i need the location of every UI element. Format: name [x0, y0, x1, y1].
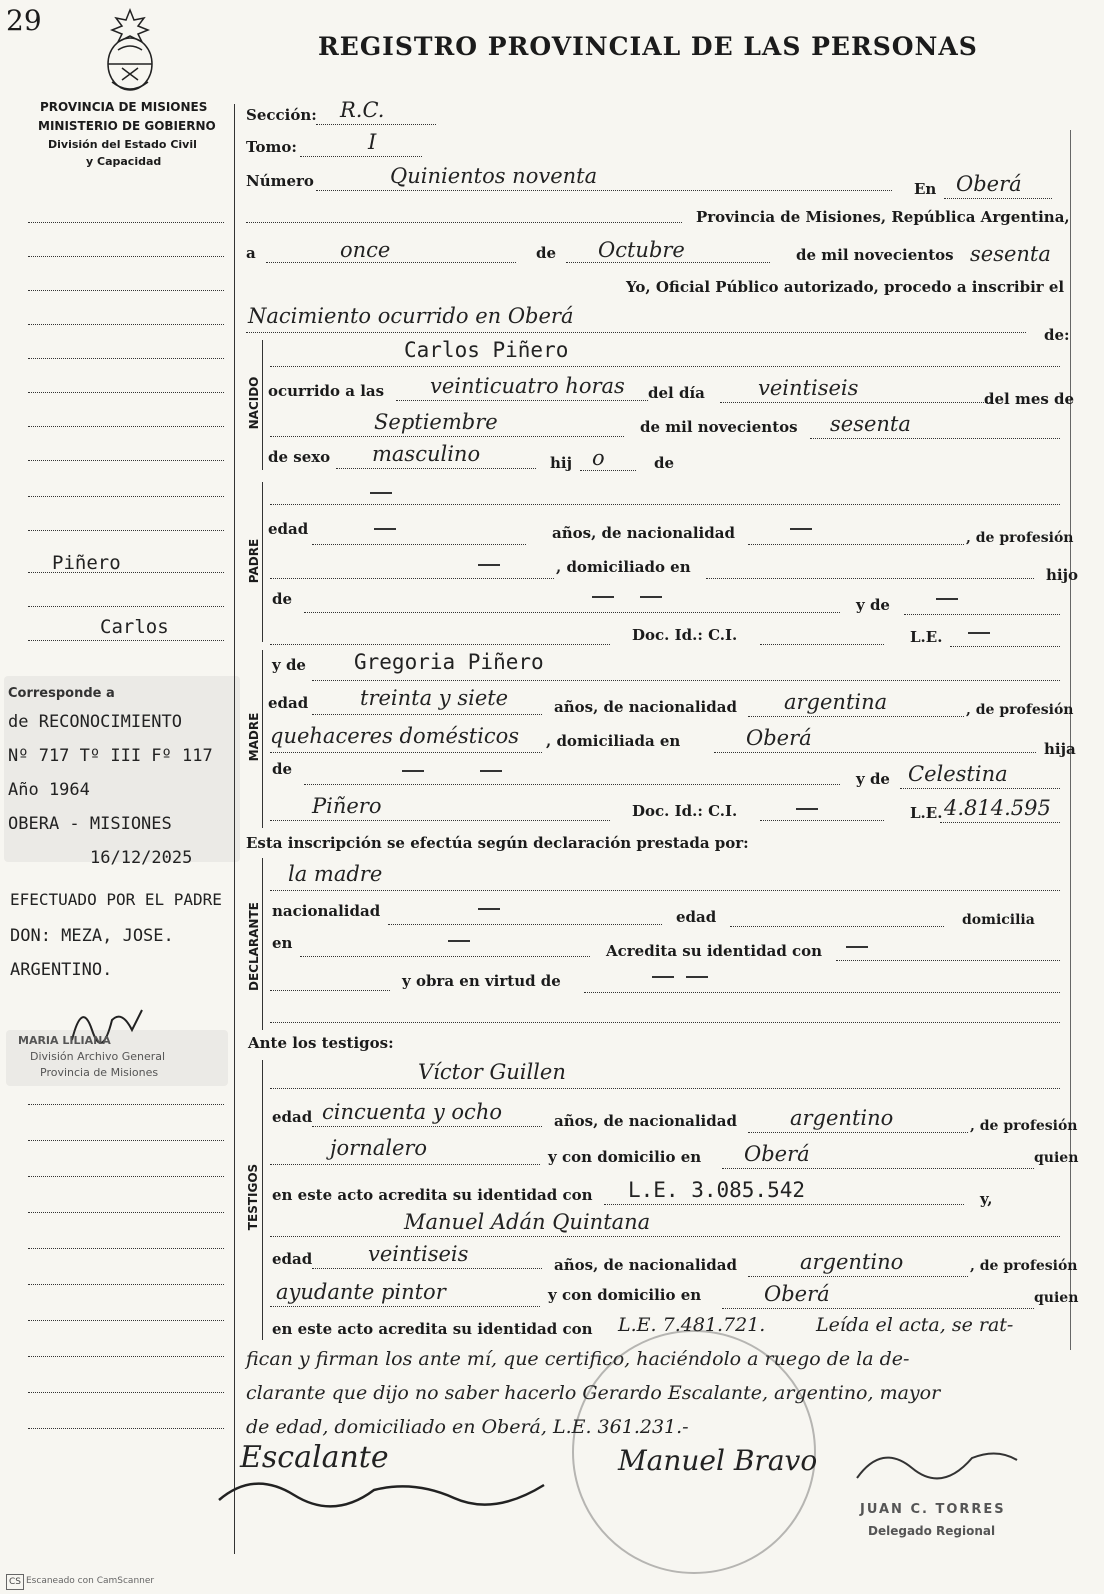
scanner-text: Escaneado con CamScanner [26, 1576, 155, 1586]
horas-value: veinticuatro horas [430, 374, 625, 398]
closing-line-3: clarante que dijo no saber hacerlo Gerardo Escalante, argentino, mayor [246, 1382, 941, 1404]
madre-domiciliada-label: , domiciliada en [546, 732, 681, 750]
signature-2: Manuel Bravo [618, 1444, 818, 1477]
declarante-domicilia-label: domicilia [962, 912, 1035, 928]
declarante-acredita-label: Acredita su identidad con [606, 942, 823, 960]
a-label: a [246, 244, 256, 262]
numero-label: Número [246, 172, 314, 190]
declarante-obra-label: y obra en virtud de [402, 972, 561, 990]
mes-value: Octubre [598, 238, 685, 262]
padre-y-de-label: y de [856, 596, 890, 614]
org-line-4: y Capacidad [86, 155, 162, 168]
acta-value: Nacimiento ocurrido en Oberá [248, 304, 574, 328]
nacido-mil-label: de mil novecientos [640, 418, 798, 436]
t2-acredita-label: en este acto acredita su identidad con [272, 1320, 593, 1338]
mes-nacimiento-value: Septiembre [374, 410, 498, 434]
t1-quien-label: quien [1034, 1150, 1079, 1166]
stamp-line-5: OBERA - MISIONES [8, 814, 172, 834]
testigo1-name: Víctor Guillen [418, 1060, 566, 1084]
nacido-anio-value: sesenta [830, 412, 911, 436]
official-signature-icon [852, 1438, 1022, 1488]
padre-section-label: PADRE [247, 538, 261, 584]
hij-de-label: de [654, 454, 675, 472]
madre-apellido-value: Piñero [312, 794, 382, 818]
testigo1-domicilio: Oberá [744, 1142, 810, 1166]
padre-hijo-label: hijo [1046, 566, 1079, 584]
org-line-2: MINISTERIO DE GOBIERNO [38, 119, 216, 133]
stamp-bottom-2: División Archivo General [30, 1050, 166, 1063]
document-title: REGISTRO PROVINCIAL DE LAS PERSONAS [318, 32, 978, 61]
stamp-line-3: Nº 717 Tº III Fº 117 [8, 746, 213, 766]
madre-le-value: 4.814.595 [944, 796, 1051, 820]
seccion-label: Sección: [246, 106, 317, 124]
anio-value: sesenta [970, 242, 1051, 266]
madre-de-label: de [272, 760, 293, 778]
del-mes-label: del mes de [984, 390, 1075, 408]
stamp-bottom-1: MARIA LILIANA [18, 1034, 111, 1047]
org-line-3: División del Estado Civil [48, 138, 197, 151]
madre-name: Gregoria Piñero [354, 650, 544, 674]
stamp-line-2: de RECONOCIMIENTO [8, 712, 182, 732]
padre-doc-label: Doc. Id.: C.I. [632, 626, 738, 644]
page-number: 29 [6, 4, 42, 37]
declarante-nacionalidad-label: nacionalidad [272, 902, 381, 920]
margin-note-1: EFECTUADO POR EL PADRE [10, 890, 222, 909]
testigo1-edad: cincuenta y ocho [322, 1100, 502, 1124]
t1-acredita-label: en este acto acredita su identidad con [272, 1186, 593, 1204]
signature-scribble-icon [214, 1460, 554, 1510]
madre-profesion-label: , de profesión [966, 702, 1074, 718]
madre-section-label: MADRE [247, 712, 261, 762]
madre-domicilio-value: Oberá [746, 726, 812, 750]
testigo2-profesion: ayudante pintor [276, 1280, 446, 1304]
declarante-section-label: DECLARANTE [247, 902, 261, 991]
declarante-intro: Esta inscripción se efectúa según declaración prestada por: [246, 834, 749, 852]
madre-doc-label: Doc. Id.: C.I. [632, 802, 738, 820]
closing-line-2: fican y firman los ante mí, que certifico, haciéndolo a ruego de la de- [246, 1348, 910, 1370]
org-line-1: PROVINCIA DE MISIONES [40, 100, 208, 114]
hij-value: o [592, 446, 605, 470]
testigos-intro: Ante los testigos: [248, 1034, 394, 1052]
padre-de-label: de [272, 590, 293, 608]
tomo-label: Tomo: [246, 138, 297, 156]
declarante-en-label: en [272, 934, 293, 952]
nacido-section-label: NACIDO [247, 376, 261, 430]
padre-edad-label: edad [268, 520, 309, 538]
testigo1-doc: L.E. 3.085.542 [628, 1178, 806, 1202]
t1-anios-label: años, de nacionalidad [554, 1112, 737, 1130]
closing-line-1: Leída el acta, se rat- [816, 1314, 1014, 1336]
madre-le-label: L.E. [910, 804, 943, 822]
madre-edad-value: treinta y siete [360, 686, 509, 710]
numero-value: Quinientos noventa [390, 164, 598, 188]
dia-value: veintiseis [758, 376, 859, 400]
padre-profesion-label: , de profesión [966, 530, 1074, 546]
coat-of-arms-icon [98, 6, 162, 94]
testigo2-doc: L.E. 7.481.721. [618, 1314, 766, 1336]
en-value: Oberá [956, 172, 1022, 196]
del-dia-label: del día [648, 384, 705, 402]
mil-label: de mil novecientos [796, 246, 954, 264]
madre-nacionalidad-value: argentina [784, 690, 888, 714]
stamp-line-4: Año 1964 [8, 780, 90, 800]
provincia-text: Provincia de Misiones, República Argentina, [696, 208, 1070, 226]
margin-apellido: Piñero [52, 552, 121, 574]
nacido-name: Carlos Piñero [404, 338, 569, 362]
margin-note-3: ARGENTINO. [10, 960, 113, 980]
testigo2-domicilio: Oberá [764, 1282, 830, 1306]
hij-label: hij [550, 454, 573, 472]
seccion-value: R.C. [340, 98, 385, 122]
testigo2-name: Manuel Adán Quintana [404, 1210, 651, 1234]
testigo2-edad: veintiseis [368, 1242, 469, 1266]
ocurrido-label: ocurrido a las [268, 382, 385, 400]
t1-y-label: y, [980, 1190, 993, 1208]
a-value: once [340, 238, 391, 262]
testigos-section-label: TESTIGOS [246, 1163, 260, 1231]
padre-domiciliado-label: , domiciliado en [556, 558, 691, 576]
margin-note-2: DON: MEZA, JOSE. [10, 926, 174, 946]
madre-hija-label: hija [1044, 740, 1076, 758]
official-title: Delegado Regional [868, 1524, 996, 1538]
madre-y-de-label: y de [272, 656, 306, 674]
t2-domicilio-label: y con domicilio en [548, 1286, 702, 1304]
padre-anios-label: años, de nacionalidad [552, 524, 735, 542]
t2-profesion-label: , de profesión [970, 1258, 1078, 1274]
declarante-value: la madre [288, 862, 383, 886]
madre-anios-label: años, de nacionalidad [554, 698, 737, 716]
t1-profesion-label: , de profesión [970, 1118, 1078, 1134]
margin-nombre: Carlos [100, 616, 169, 638]
testigo1-nacionalidad: argentino [790, 1106, 894, 1130]
oficial-text: Yo, Oficial Público autorizado, procedo a inscribir el [626, 278, 1065, 296]
signature-1: Escalante [240, 1440, 389, 1475]
madre-edad-label: edad [268, 694, 309, 712]
sexo-value: masculino [372, 442, 481, 466]
madre-y-de2-label: y de [856, 770, 890, 788]
t2-edad-label: edad [272, 1250, 313, 1268]
en-label: En [914, 180, 937, 198]
de-colon-label: de: [1044, 326, 1070, 344]
testigo1-profesion: jornalero [330, 1136, 428, 1160]
madre-de-value: Celestina [908, 762, 1008, 786]
stamp-line-6: 16/12/2025 [90, 848, 193, 868]
declarante-edad-label: edad [676, 908, 717, 926]
t2-quien-label: quien [1034, 1290, 1079, 1306]
official-name: JUAN C. TORRES [860, 1502, 1006, 1517]
madre-profesion-value: quehaceres domésticos [270, 724, 520, 748]
fecha-de-label: de [536, 244, 557, 262]
t1-domicilio-label: y con domicilio en [548, 1148, 702, 1166]
reconocimiento-stamp [4, 676, 240, 862]
closing-line-4: de edad, domiciliado en Oberá, L.E. 361.231.- [246, 1416, 689, 1438]
sexo-label: de sexo [268, 448, 331, 466]
stamp-bottom-3: Provincia de Misiones [40, 1066, 159, 1079]
tomo-value: I [368, 130, 377, 154]
t2-anios-label: años, de nacionalidad [554, 1256, 737, 1274]
testigo2-nacionalidad: argentino [800, 1250, 904, 1274]
t1-edad-label: edad [272, 1108, 313, 1126]
padre-le-label: L.E. [910, 628, 943, 646]
camscanner-logo-icon: CS [6, 1574, 24, 1590]
stamp-line-1: Corresponde a [8, 686, 115, 701]
